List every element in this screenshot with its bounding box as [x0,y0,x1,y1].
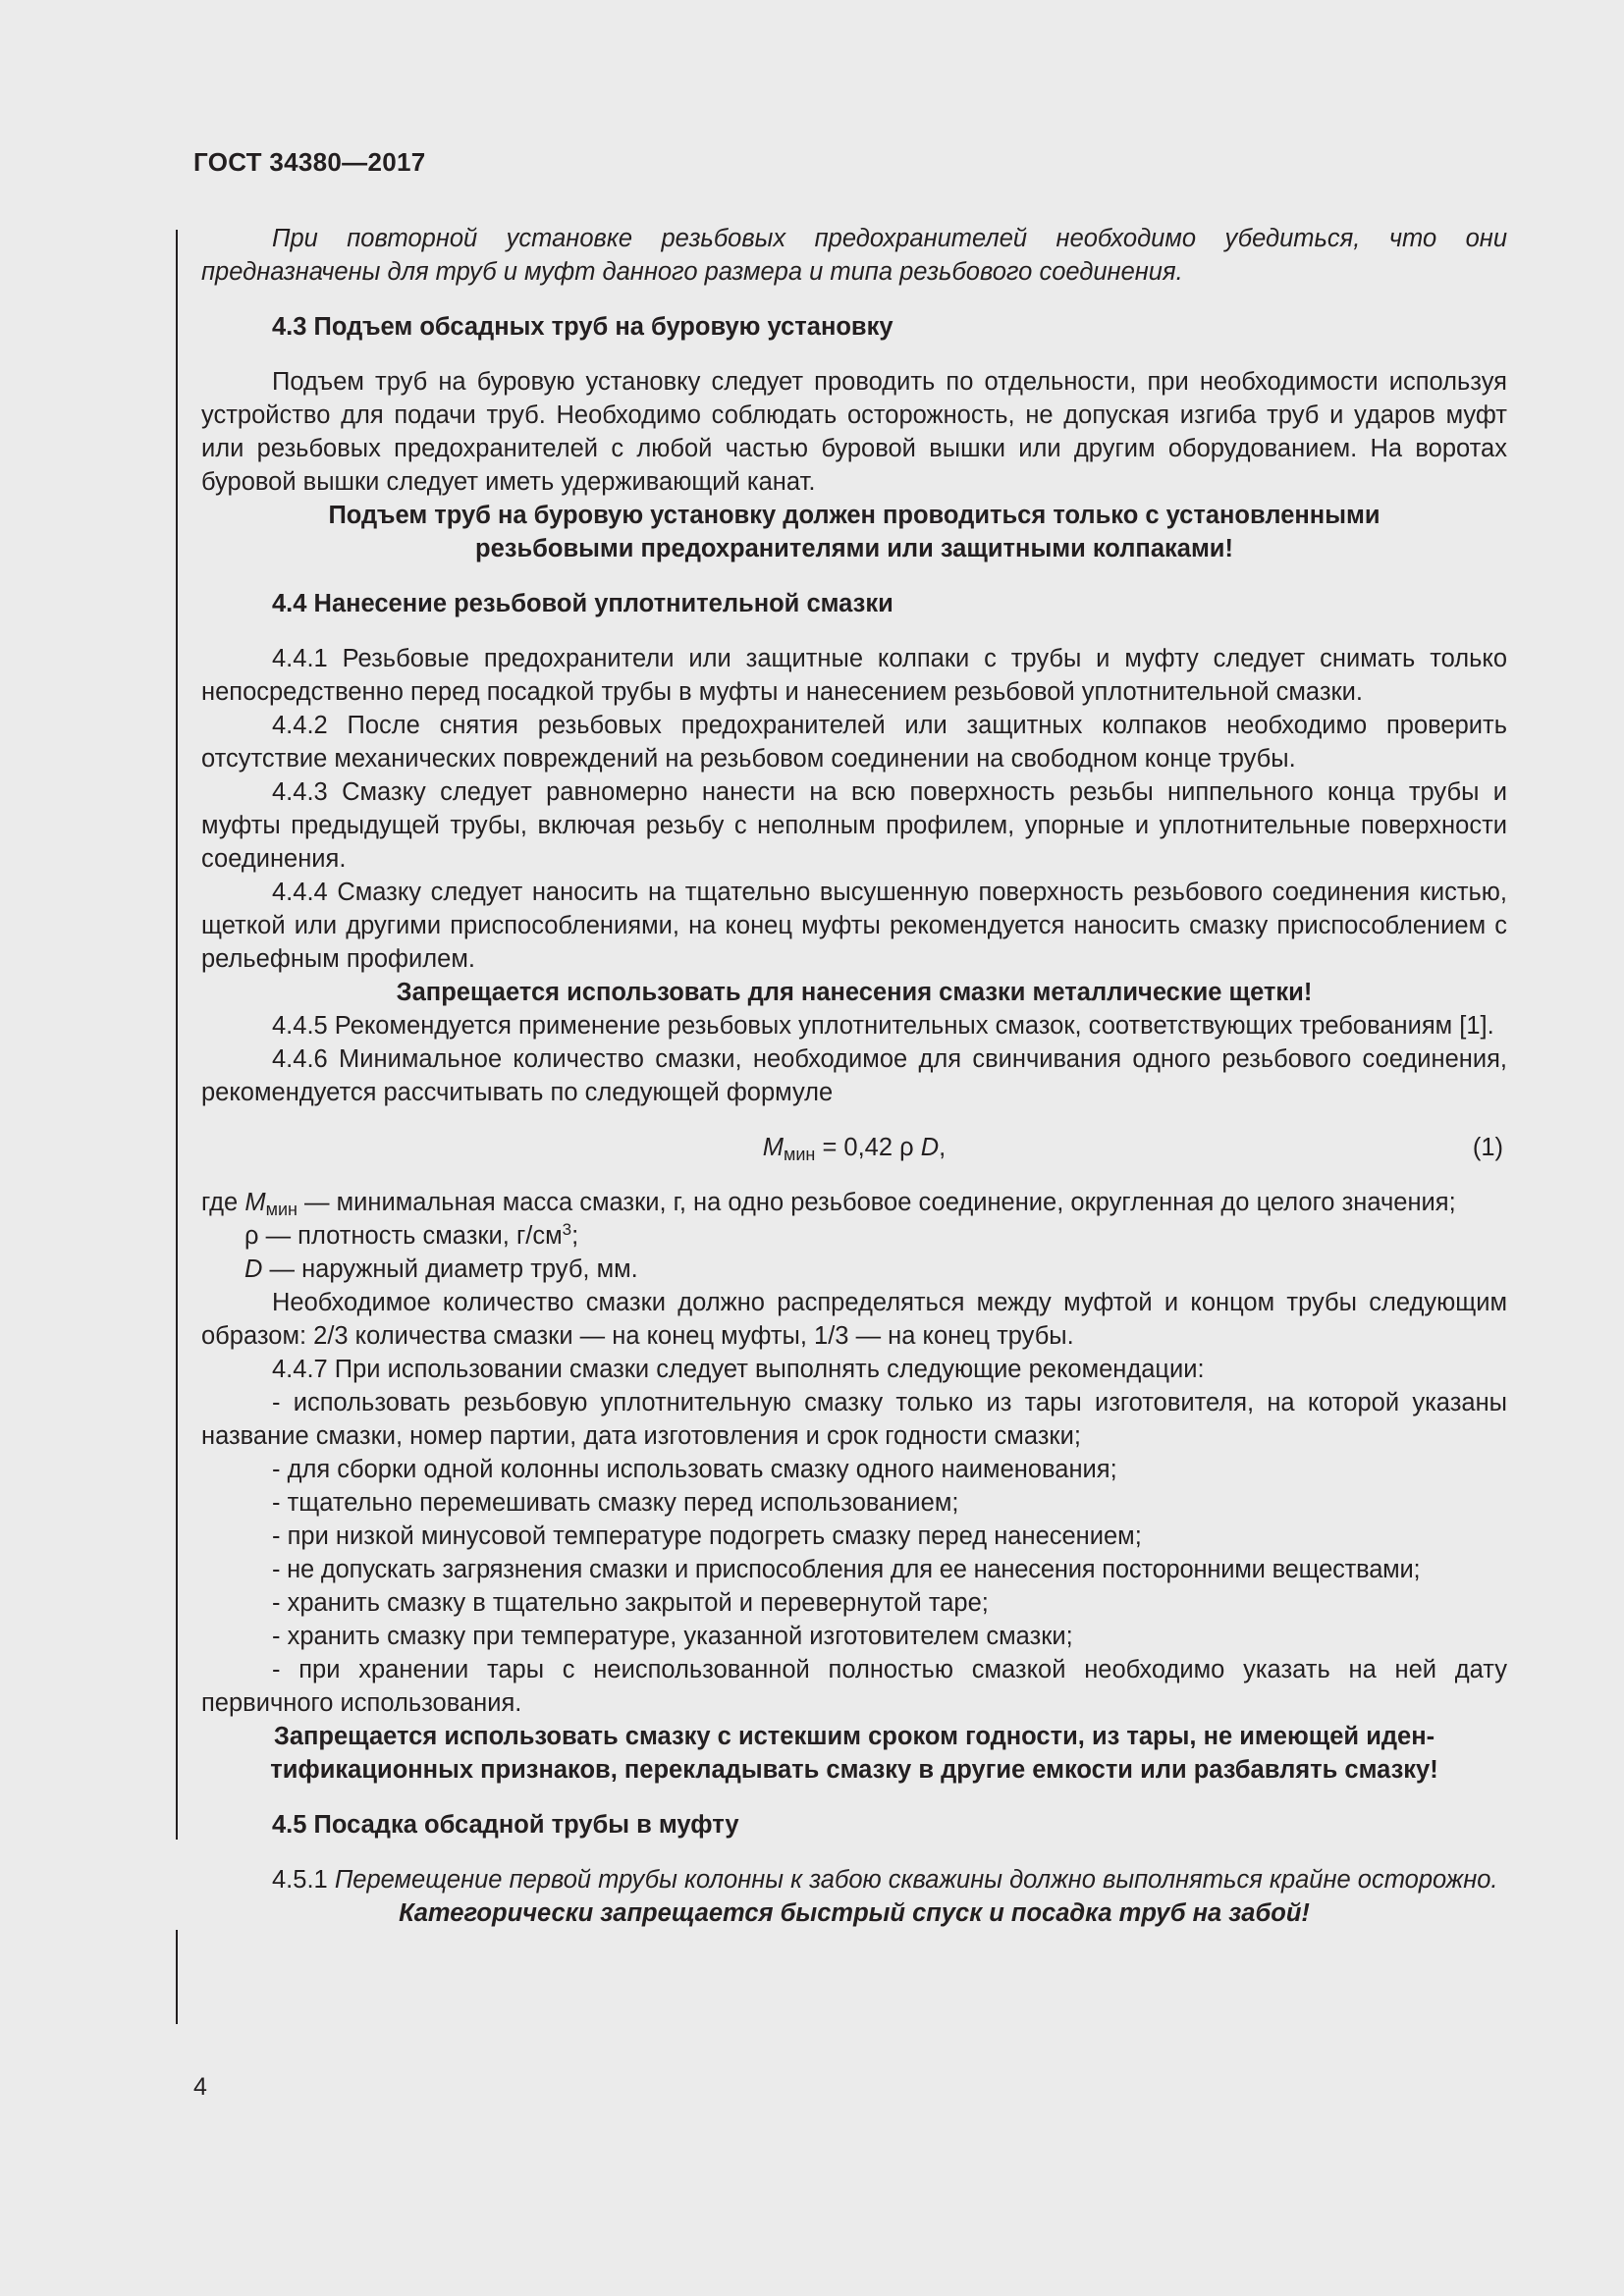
expired-grease-warning-line2: тификационных признаков, перекладывать смазку в другие емкости или разбавлять смазку! [270,1756,1438,1784]
formula-legend-d: D — наружный диаметр труб, мм. [244,1255,638,1283]
expired-grease-warning-line1: Запрещается использовать смазку с истекшим сроком годности, из тары, не имеющей иден- [273,1723,1435,1750]
section-4-4-heading: 4.4 Нанесение резьбовой уплотнительной смазки [272,590,893,617]
formula-1 [201,1131,1507,1164]
formula-rest: = 0,42 ρ [815,1134,921,1161]
formula-tail: , [939,1134,947,1161]
paragraph-4-4-6: 4.4.6 Минимальное количество смазки, необходимое для свинчивания одного резьбового соединения, рекомендуется рассчитывать по следующей формуле [201,1045,1507,1106]
recommendation-item: - при низкой минусовой температуре подогреть смазку перед нанесением; [272,1522,1142,1550]
intro-paragraph: При повторной установке резьбовых предохранителей необходимо убедиться, что они предназначены для труб и муфт данного размера и типа резьбового соединения. [201,225,1507,286]
recommendation-item: - для сборки одной колонны использовать смазку одного наименования; [272,1456,1117,1483]
recommendation-item: - не допускать загрязнения смазки и приспособления для ее нанесения посторонними веществами; [272,1556,1421,1583]
paragraph-4-4-1: 4.4.1 Резьбовые предохранители или защитные колпаки с трубы и муфту следует снимать только непосредственно перед посадкой трубы в муфты и нанесением резьбовой уплотнительной смазки. [201,645,1507,706]
formula-var-d: D [920,1134,940,1161]
distribution-paragraph: Необходимое количество смазки должно распределяться между муфтой и концом трубы следующим образом: 2/3 количества смазки — на конец муфты, 1/3 — на конец трубы. [201,1289,1507,1350]
paragraph-4-4-5: 4.4.5 Рекомендуется применение резьбовых уплотнительных смазок, соответствующих требованиям [1]. [272,1012,1494,1040]
formula-equation-number: (1) [1472,1134,1503,1161]
section-4-5-heading: 4.5 Посадка обсадной трубы в муфту [272,1811,739,1839]
recommendation-item: - хранить смазку при температуре, указанной изготовителем смазки; [272,1623,1073,1650]
page-number: 4 [193,2073,207,2101]
recommendation-item: - тщательно перемешивать смазку перед использованием; [272,1489,959,1517]
paragraph-4-4-4: 4.4.4 Смазку следует наносить на тщательно высушенную поверхность резьбового соединения кистью, щеткой или другими приспособлениями, на конец муфты рекомендуется наносить смазку приспособлением с рельефным профилем. [201,879,1507,973]
fast-descent-warning: Категорически запрещается быстрый спуск и посадка труб на забой! [399,1899,1310,1927]
paragraph-4-4-2: 4.4.2 После снятия резьбовых предохранителей или защитных колпаков необходимо проверить отсутствие механических повреждений на резьбовом соединении на свободном конце трубы. [201,712,1507,773]
change-bar-2 [176,1930,178,2024]
formula-var-m: M [762,1134,784,1161]
section-4-3-heading: 4.3 Подъем обсадных труб на буровую установку [272,313,893,341]
recommendation-item: - при хранении тары с неиспользованной полностью смазкой необходимо указать на ней дату первичного использования. [201,1656,1507,1717]
formula-sub-min: мин [783,1145,816,1164]
recommendation-item: - использовать резьбовую уплотнительную смазку только из тары изготовителя, на которой указаны название смазки, номер партии, дата изготовления и срок годности смазки; [201,1389,1507,1450]
document-code-header: ГОСТ 34380—2017 [193,147,426,177]
paragraph-4-4-3: 4.4.3 Смазку следует равномерно нанести на всю поверхность резьбы ниппельного конца трубы и муфты предыдущей трубы, включая резьбу с неполным профилем, упорные и уплотнительные поверхности соединения. [201,778,1507,873]
recommendation-item: - хранить смазку в тщательно закрытой и перевернутой таре; [272,1589,989,1617]
section-4-3-text: Подъем труб на буровую установку следует проводить по отдельности, при необходимости используя устройство для подачи труб. Необходимо соблюдать осторожность, не допуская изгиба труб и ударов муфт или резьбовых предохранителей с любой частью буровой вышки или другим оборудованием. На воротах буровой вышки следует иметь удерживающий канат. [201,368,1507,496]
change-bar-1 [176,230,178,1840]
section-4-3-warning-line2: резьбовыми предохранителями или защитными колпаками! [475,535,1233,562]
document-body [201,222,1507,1930]
formula-legend-rho: ρ — плотность смазки, $г/см^3$; [244,1220,579,1250]
formula-legend-m: где $M_{мин}$ — минимальная масса смазки, г, на одно резьбовое соединение, округленная до целого значения; [201,1189,1456,1219]
section-4-3-warning-line1: Подъем труб на буровую установку должен проводиться только с установленными [328,502,1380,529]
paragraph-4-4-7: 4.4.7 При использовании смазки следует выполнять следующие рекомендации: [272,1356,1205,1383]
brush-warning: Запрещается использовать для нанесения смазки металлические щетки! [396,979,1313,1006]
paragraph-4-5-1: 4.5.1 Перемещение первой трубы колонны к забою скважины должно выполняться крайне осторожно. [272,1866,1498,1894]
